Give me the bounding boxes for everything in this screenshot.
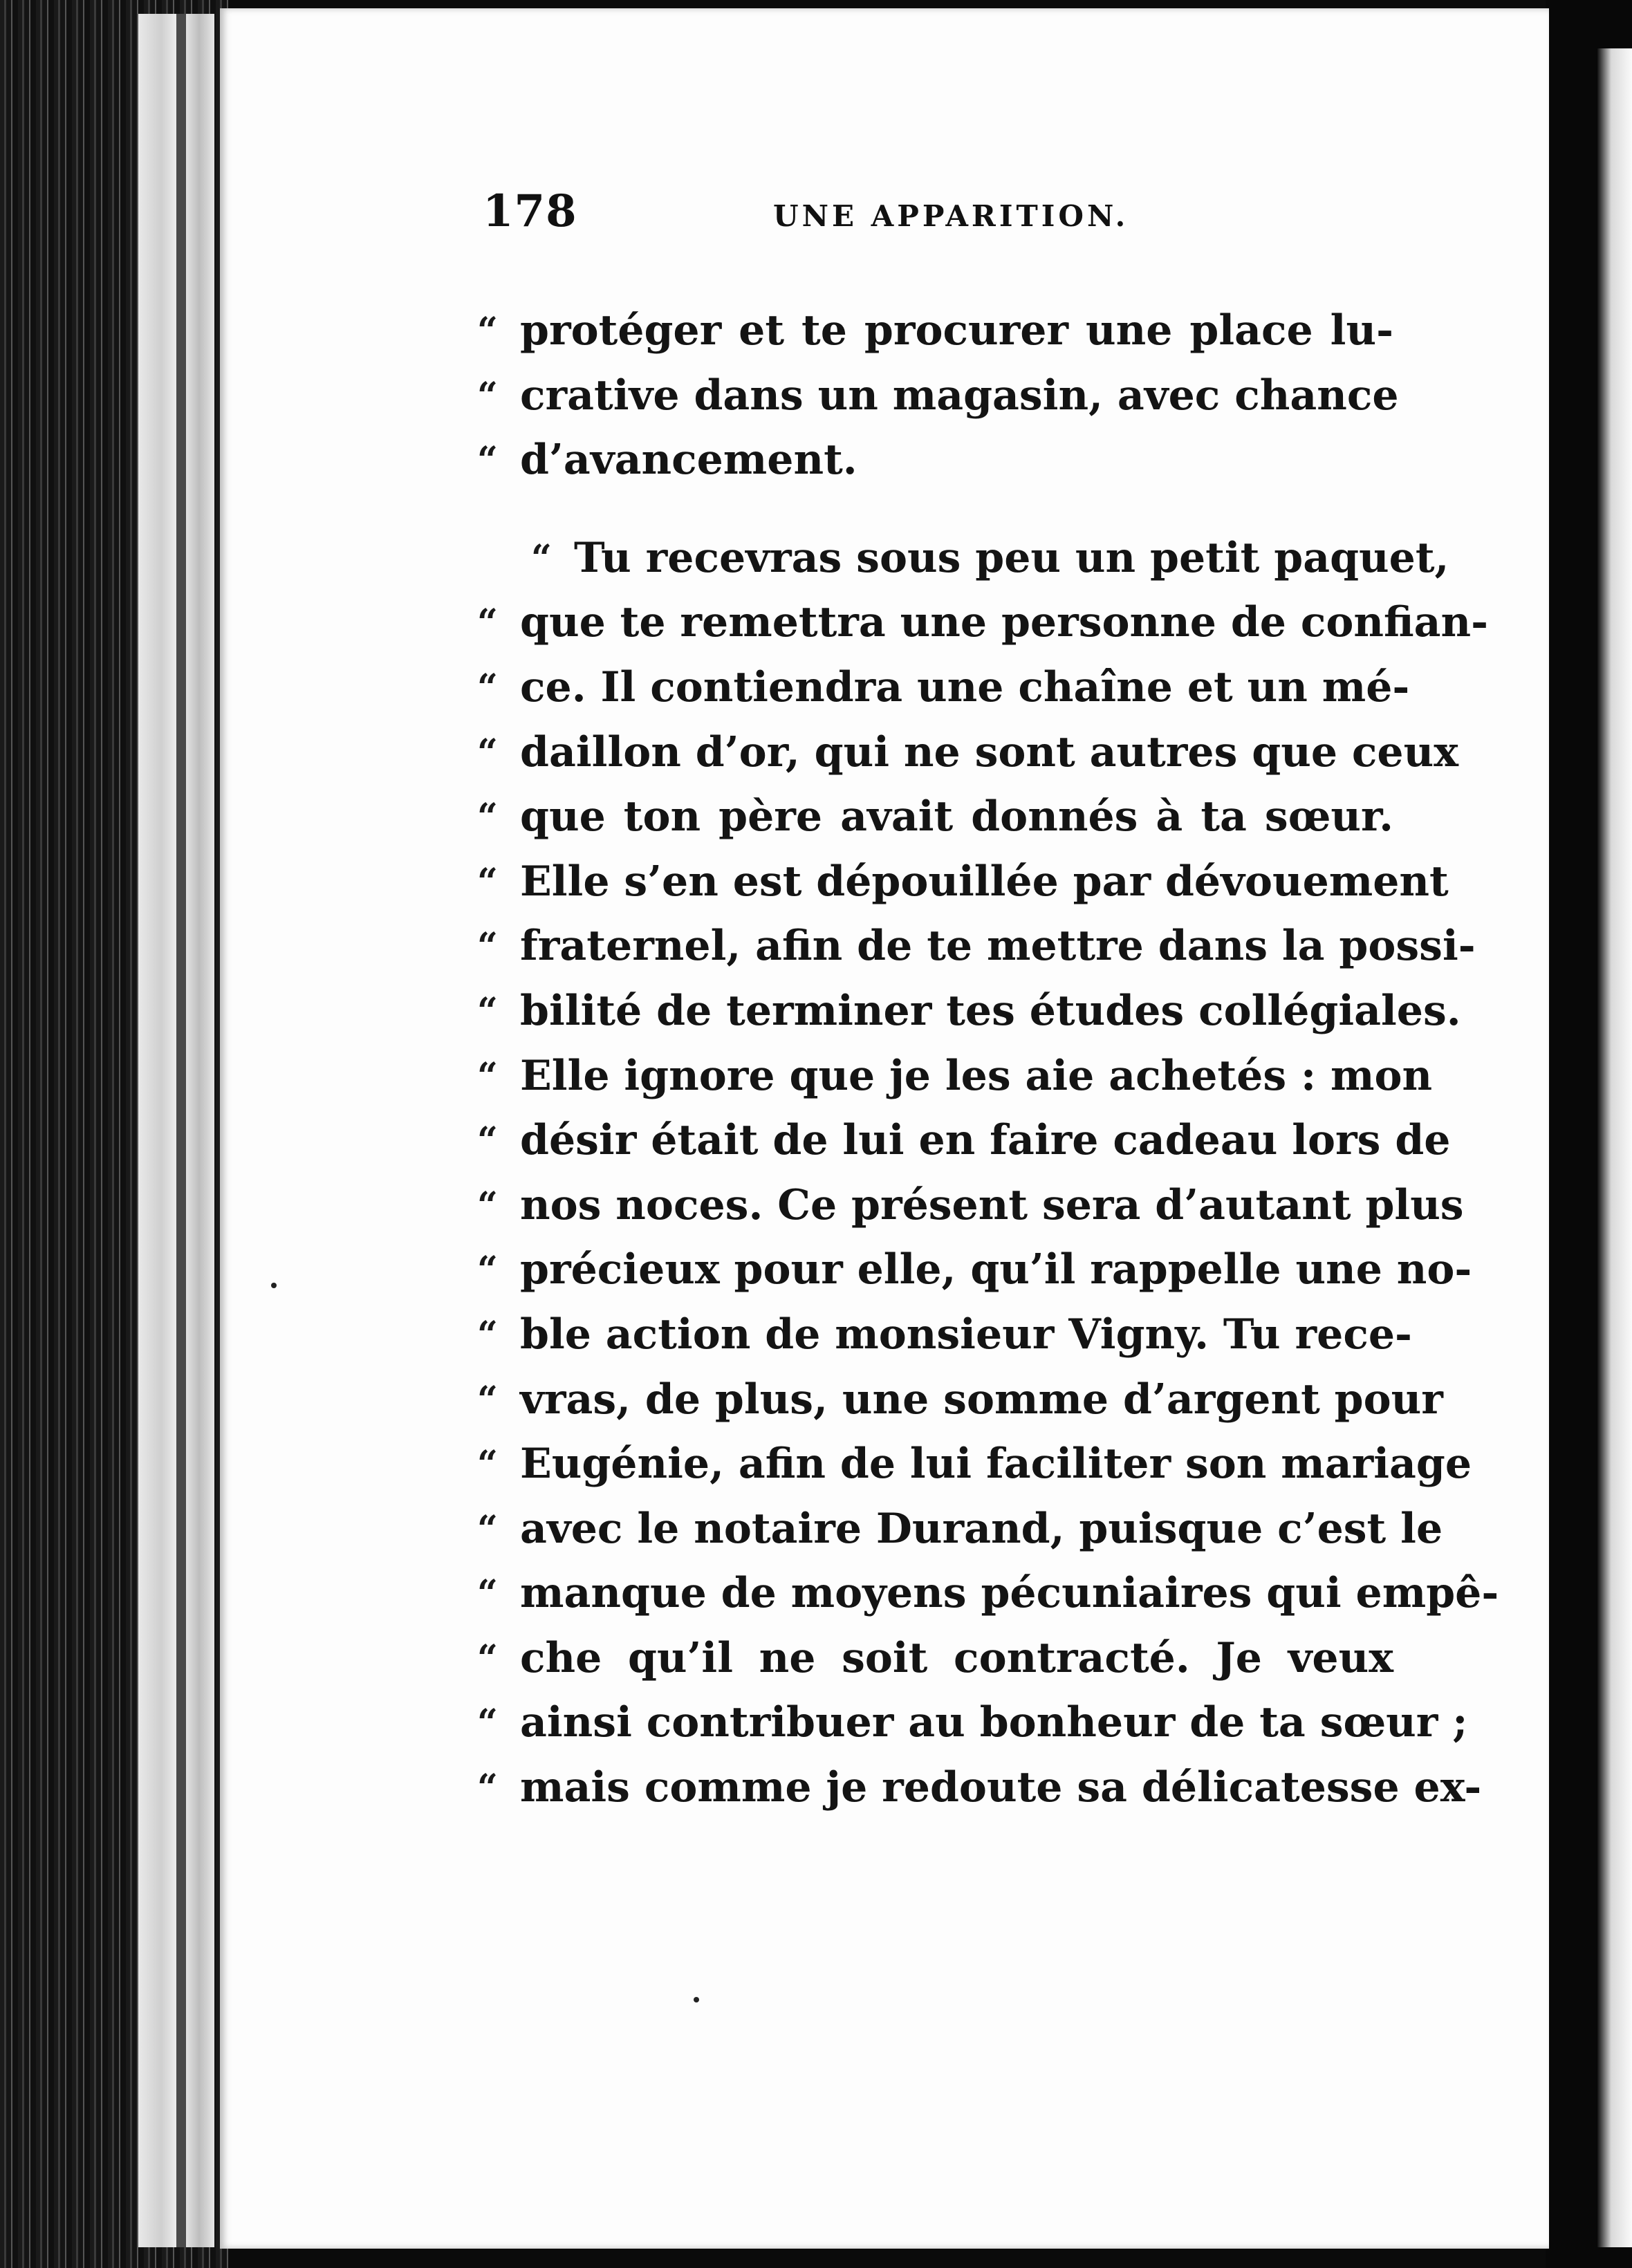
quote-mark: “ <box>477 439 498 482</box>
line-text: ainsi contribuer au bonheur de ta sœur ; <box>520 1698 1468 1747</box>
text-line <box>477 785 1393 850</box>
scan-speck <box>694 1997 699 2002</box>
quote-mark: “ <box>477 1637 498 1680</box>
quote-mark: “ <box>477 1313 498 1356</box>
text-line <box>477 656 1410 721</box>
text-line <box>477 1238 1472 1303</box>
line-text: mais comme je redoute sa délicatesse ex- <box>520 1763 1482 1812</box>
quote-mark: “ <box>531 537 552 579</box>
quote-mark: “ <box>477 310 498 352</box>
text-line <box>477 979 1461 1044</box>
quote-mark: “ <box>477 1572 498 1615</box>
quote-mark: “ <box>477 860 498 903</box>
line-text: crative dans un magasin, avec chance <box>520 371 1399 420</box>
facing-page-edge <box>1597 48 1632 2247</box>
quote-mark: “ <box>477 1702 498 1745</box>
line-text: Eugénie, afin de lui faciliter son mariage <box>520 1440 1472 1489</box>
text-line <box>477 1756 1482 1821</box>
text-line <box>477 364 1399 429</box>
quote-mark: “ <box>477 731 498 774</box>
line-text: fraternel, afin de te mettre dans la possi- <box>520 922 1476 971</box>
line-text: ce. Il contiendra une chaîne et un mé- <box>520 662 1410 712</box>
line-text: che qu’il ne soit contracté. Je veux <box>520 1633 1393 1682</box>
body-text <box>477 299 1499 1821</box>
quote-mark: “ <box>477 989 498 1032</box>
text-line <box>477 1691 1468 1756</box>
line-text: que te remettra une personne de confian- <box>520 598 1489 647</box>
line-text: avec le notaire Durand, puisque c’est le <box>520 1504 1443 1553</box>
quote-mark: “ <box>477 1119 498 1162</box>
text-line <box>477 1173 1464 1238</box>
line-text: protéger et te procurer une place lu- <box>520 306 1393 355</box>
line-text: Elle s’en est dépouillée par dévouement <box>520 857 1449 906</box>
quote-mark: “ <box>477 1507 498 1550</box>
line-text: daillon d’or, qui ne sont autres que ceux <box>520 727 1459 777</box>
quote-mark: “ <box>477 1378 498 1421</box>
quote-mark: “ <box>477 1054 498 1097</box>
line-text: désir était de lui en faire cadeau lors de <box>520 1116 1451 1165</box>
text-line <box>477 1044 1433 1109</box>
text-line <box>477 526 1449 591</box>
text-line <box>477 1626 1393 1691</box>
line-text: Tu recevras sous peu un petit paquet, <box>574 533 1449 582</box>
line-text: bilité de terminer tes études collégiales. <box>520 986 1461 1035</box>
quote-mark: “ <box>477 374 498 417</box>
text-line <box>477 1561 1499 1626</box>
text-line <box>477 1108 1451 1173</box>
scan-speck <box>271 1283 277 1288</box>
text-line <box>477 1432 1472 1497</box>
text-line <box>477 1303 1412 1368</box>
text-line <box>477 591 1489 656</box>
text-line <box>477 1368 1443 1433</box>
text-line <box>477 299 1393 364</box>
text-line <box>477 428 1393 493</box>
line-text: vras, de plus, une somme d’argent pour <box>520 1375 1443 1424</box>
line-text: ble action de monsieur Vigny. Tu rece- <box>520 1310 1412 1359</box>
quote-mark: “ <box>477 925 498 968</box>
line-text: nos noces. Ce présent sera d’autant plus <box>520 1180 1464 1229</box>
line-text: que ton père avait donnés à ta sœur. <box>520 792 1393 842</box>
page-stack-shadow <box>176 14 186 2247</box>
line-text: Elle ignore que je les aie achetés : mon <box>520 1051 1433 1100</box>
quote-mark: “ <box>477 1767 498 1810</box>
page-number: 178 <box>483 185 577 237</box>
running-head: UNE APPARITION. <box>773 199 1129 233</box>
line-text: manque de moyens pécuniaires qui empê- <box>520 1569 1499 1618</box>
quote-mark: “ <box>477 666 498 709</box>
text-line <box>477 850 1449 915</box>
quote-mark: “ <box>477 1184 498 1227</box>
quote-mark: “ <box>477 602 498 644</box>
text-line <box>477 914 1476 979</box>
line-text: précieux pour elle, qu’il rappelle une no- <box>520 1245 1472 1294</box>
text-line <box>477 721 1459 786</box>
quote-mark: “ <box>477 1443 498 1486</box>
quote-mark: “ <box>477 1249 498 1292</box>
quote-mark: “ <box>477 796 498 839</box>
line-text: d’avancement. <box>520 436 857 485</box>
text-line <box>477 1497 1443 1562</box>
